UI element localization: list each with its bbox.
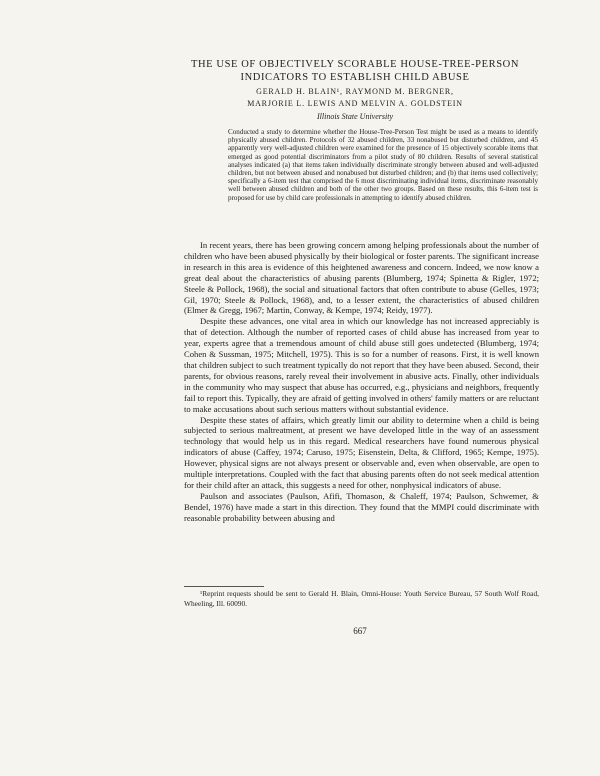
- footnote: ¹Reprint requests should be sent to Gerald H. Blain, Omni-House: Youth Service Bureau, 57 South Wolf Road, Wheeling, Ill. 60090.: [184, 589, 539, 608]
- footnote-divider: [184, 586, 264, 587]
- article-title: THE USE OF OBJECTIVELY SCORABLE HOUSE-TREE-PERSON INDICATORS TO ESTABLISH CHILD ABUSE: [190, 59, 520, 83]
- abstract: Conducted a study to determine whether the House-Tree-Person Test might be used as a means to identify physically abused children. Protocols of 32 abused children, 33 nonabused but disturbed children, and 45 apparently very well-adjusted children were examined for the presence of 15 objectively scorable items that emerged as good potential discriminators from a pilot study of 80 children. Results of several statistical analyses indicated (a) that items taken individually discriminate strongly between abused and well-adjusted children, but not between abused and nonabused but disturbed children; and (b) that items used collectively; specifically a 6-item test that comprised the 6 most discriminating individual items, discriminate reasonably well between abused children and both of the other two groups. Based on these results, this 6-item test is proposed for use by child care professionals in attempting to identify abused children.: [228, 128, 538, 202]
- paragraph-3: Despite these states of affairs, which greatly limit our ability to determine when a child is being subjected to serious maltreatment, at present we have developed little in the way of an assessment technology that would help us in this regard. Medical researchers have found numerous physical indicators of abuse (Caffey, 1974; Caruso, 1975; Eisenstein, Delta, & Clifford, 1965; Kempe, 1975). However, physical signs are not always present or observable and, even when observable, are open to multiple interpretations. Coupled with the fact that abusing parents often do not seek medical attention for their child after an attack, this suggests a need for other, nonphysical indicators of abuse.: [184, 414, 539, 490]
- paragraph-2: Despite these advances, one vital area in which our knowledge has not increased appreciably is that of detection. Although the number of reported cases of child abuse has increased from year to year, experts agree that a tremendous amount of child abuse still goes undetected (Blumberg, 1974; Cohen & Sussman, 1975; Mitchell, 1975). This is so for a number of reasons. First, it is well known that children subject to such treatment typically do not report that they have been abused. Second, their parents, for obvious reasons, rarely reveal their involvement in abusive acts. Finally, other individuals in the community who may suspect that abuse has occurred, e.g., physicians and neighbors, frequently fail to report this. Typically, they are afraid of getting involved in others' family matters or are reluctant to make accusations about such serious matters without substantial evidence.: [184, 316, 539, 414]
- authors-line-1: GERALD H. BLAIN¹, RAYMOND M. BERGNER,: [256, 87, 454, 96]
- page-number: 667: [353, 626, 367, 636]
- author-list: [170, 86, 540, 110]
- paragraph-4: Paulson and associates (Paulson, Afifi, Thomason, & Chaleff, 1974; Paulson, Schwemer, & Bendel, 1976) have made a start in this direction. They found that the MMPI could discriminate with reasonable probability between abusing and: [184, 490, 539, 523]
- body-text: [184, 240, 539, 524]
- affiliation: Illinois State University: [317, 112, 393, 121]
- authors-line-2: MARJORIE L. LEWIS AND MELVIN A. GOLDSTEIN: [247, 99, 463, 108]
- paragraph-1: In recent years, there has been growing concern among helping professionals about the number of children who have been abused physically by their biological or foster parents. The significant increase in research in this area is evidence of this heightened awareness and concern. Indeed, we now know a great deal about the characteristics of abusing parents (Blumberg, 1974; Spinetta & Rigler, 1972; Steele & Pollock, 1968), the social and situational factors that often contribute to abuse (Gelles, 1973; Gil, 1970; Steele & Pollock, 1968), and, to a lesser extent, the characteristics of abused children (Elmer & Gregg, 1967; Martin, Conway, & Kempe, 1974; Reidy, 1977).: [184, 240, 539, 316]
